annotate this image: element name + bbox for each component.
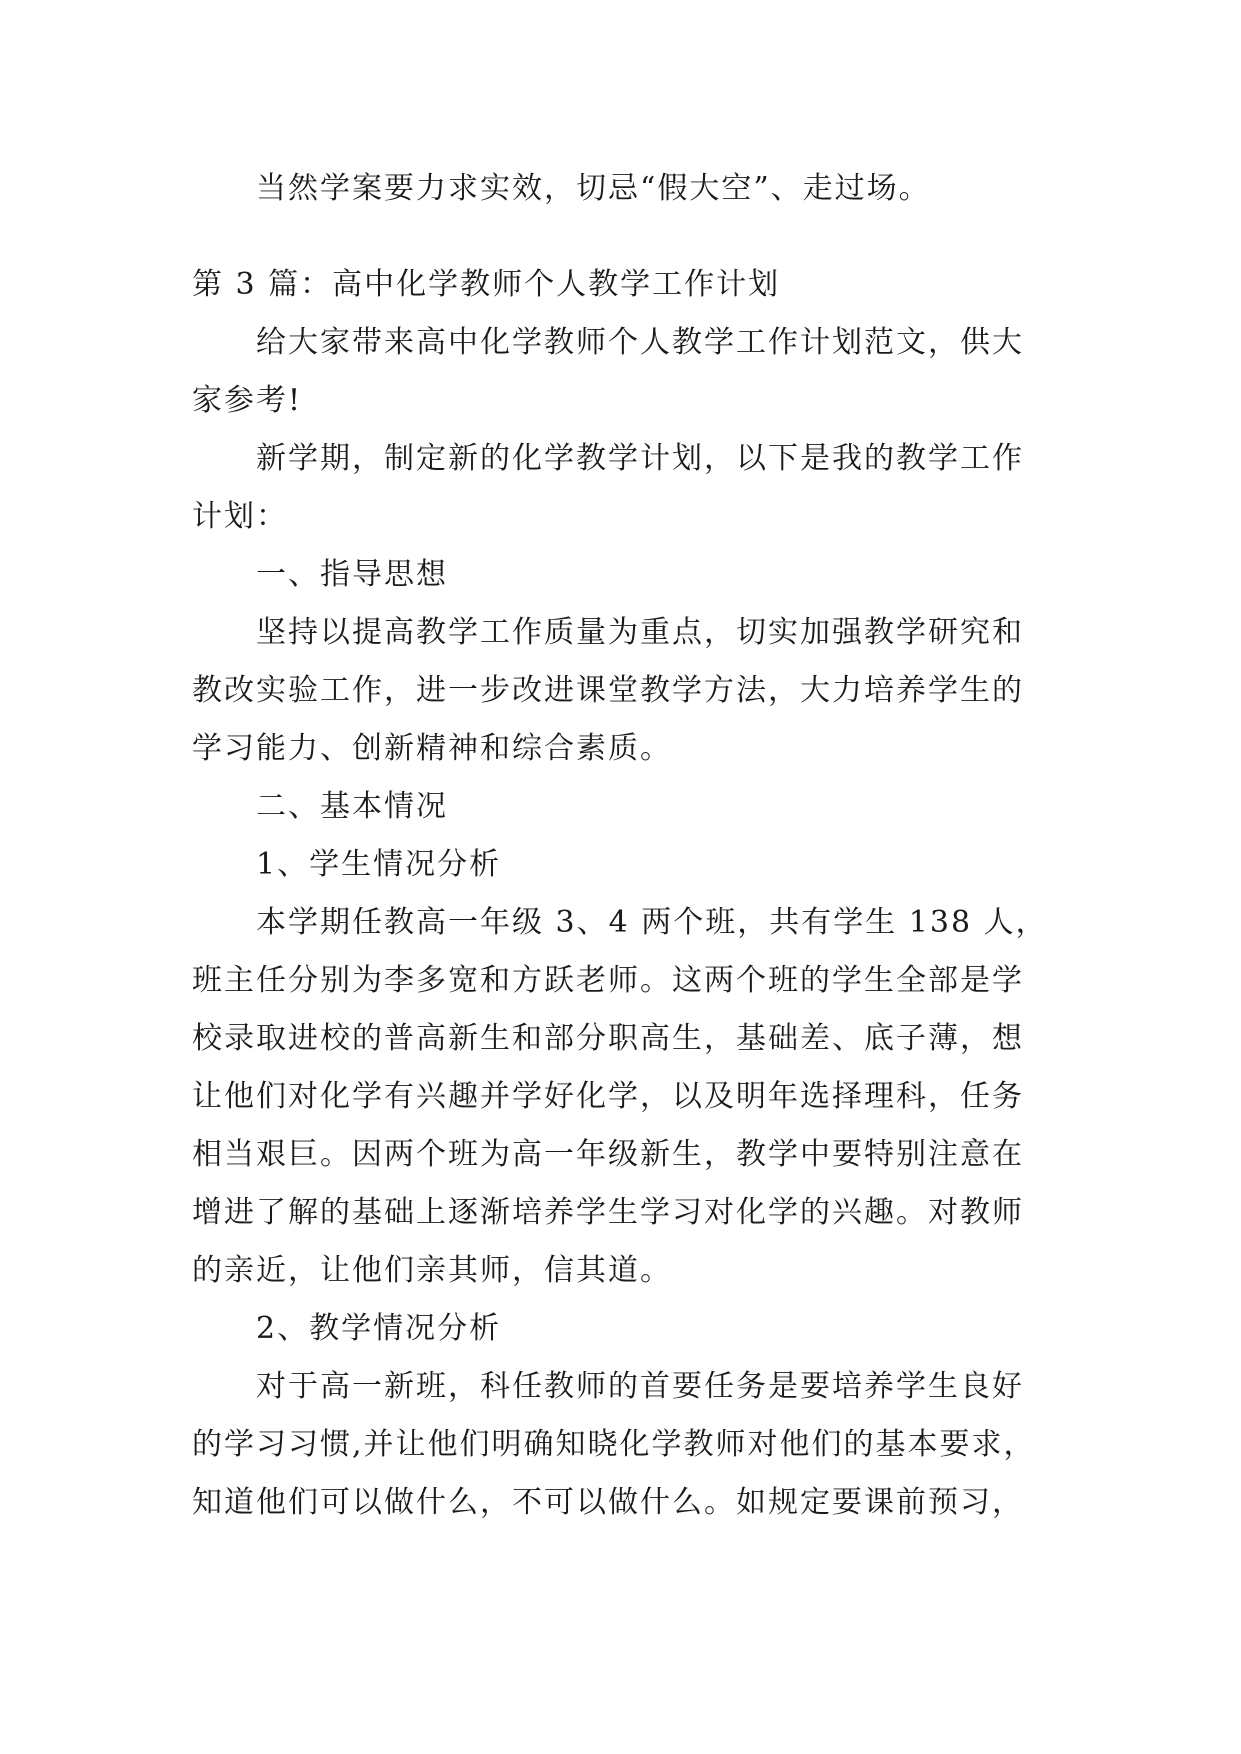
paragraph-line: 给大家带来高中化学教师个人教学工作计划范文，供大 — [256, 325, 1024, 360]
paragraph-line: 让他们对化学有兴趣并学好化学，以及明年选择理科，任务 — [192, 1079, 1024, 1114]
paragraph-line: 计划： — [192, 499, 288, 534]
paragraph-line: 校录取进校的普高新生和部分职高生，基础差、底子薄，想 — [192, 1021, 1024, 1056]
subheading: 2、教学情况分析 — [256, 1311, 502, 1346]
paragraph-line: 知道他们可以做什么，不可以做什么。如规定要课前预习， — [192, 1485, 1024, 1520]
paragraph-line: 本学期任教高一年级 3、4 两个班，共有学生 138 人， — [256, 905, 1048, 940]
paragraph-line: 新学期，制定新的化学教学计划，以下是我的教学工作 — [256, 441, 1024, 476]
paragraph-line: 教改实验工作，进一步改进课堂教学方法，大力培养学生的 — [192, 673, 1024, 708]
paragraph-line: 当然学案要力求实效，切忌“假大空”、走过场。 — [256, 171, 931, 206]
paragraph-line: 坚持以提高教学工作质量为重点，切实加强教学研究和 — [256, 615, 1024, 650]
paragraph-line: 家参考! — [192, 383, 303, 418]
paragraph-line: 增进了解的基础上逐渐培养学生学习对化学的兴趣。对教师 — [192, 1195, 1024, 1230]
paragraph-line: 班主任分别为李多宽和方跃老师。这两个班的学生全部是学 — [192, 963, 1024, 998]
subheading: 1、学生情况分析 — [256, 847, 502, 882]
paragraph-line: 的学习习惯,并让他们明确知晓化学教师对他们的基本要求， — [192, 1427, 1036, 1462]
paragraph-line: 的亲近，让他们亲其师，信其道。 — [192, 1253, 672, 1288]
paragraph-line: 对于高一新班，科任教师的首要任务是要培养学生良好 — [256, 1369, 1024, 1404]
paragraph-line: 相当艰巨。因两个班为高一年级新生，教学中要特别注意在 — [192, 1137, 1024, 1172]
paragraph-line: 学习能力、创新精神和综合素质。 — [192, 731, 672, 766]
subheading: 二、基本情况 — [256, 789, 448, 824]
section-heading: 第 3 篇：高中化学教师个人教学工作计划 — [192, 267, 781, 302]
subheading: 一、指导思想 — [256, 557, 448, 592]
document-page — [192, 160, 1054, 1532]
